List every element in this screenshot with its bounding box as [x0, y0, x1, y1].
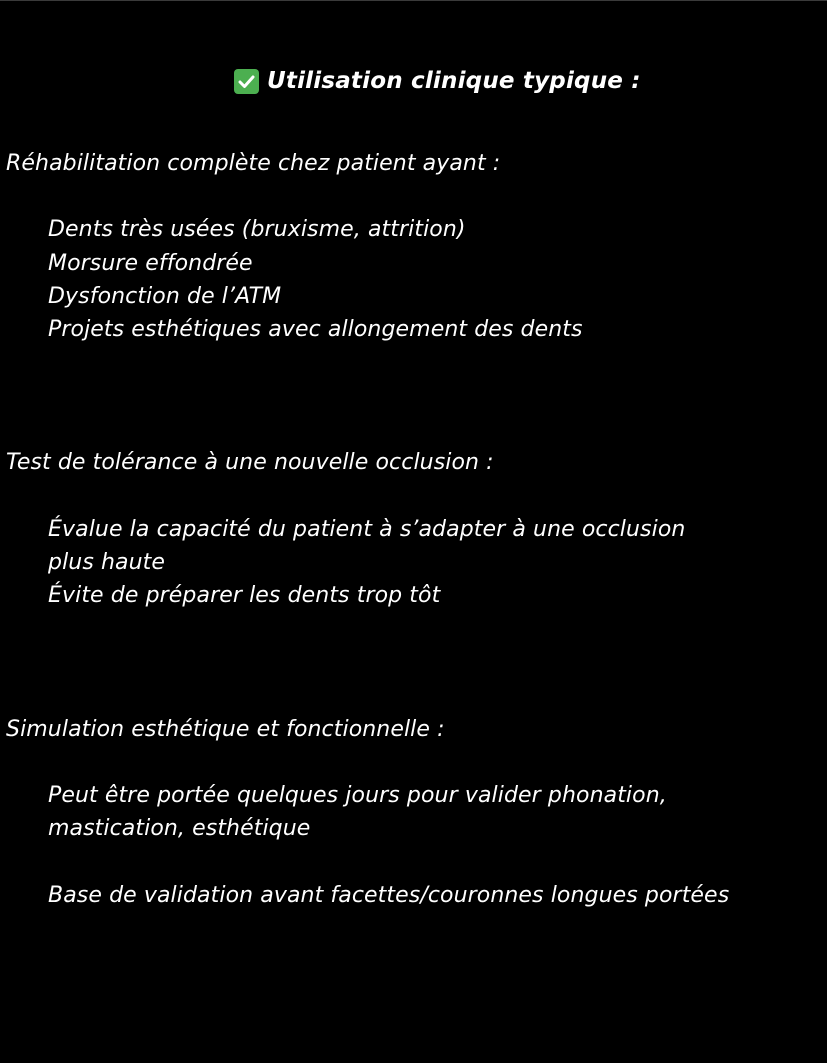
section-title-tolerance-test: Test de tolérance à une nouvelle occlusion :	[6, 450, 494, 475]
list-item: Morsure effondrée	[48, 251, 253, 276]
top-divider	[0, 0, 827, 1]
list-item: Évite de préparer les dents trop tôt	[48, 583, 441, 608]
list-item: Peut être portée quelques jours pour valider phonation,	[48, 783, 667, 808]
check-mark-button-icon	[234, 69, 259, 94]
list-item: Dysfonction de l’ATM	[48, 284, 282, 309]
list-item-continuation: plus haute	[48, 550, 166, 575]
list-item: Projets esthétiques avec allongement des dents	[48, 317, 583, 342]
list-item: Dents très usées (bruxisme, attrition)	[48, 217, 466, 242]
section-title-rehabilitation: Réhabilitation complète chez patient ayant :	[6, 151, 501, 176]
list-item: Base de validation avant facettes/couronnes longues portées	[48, 883, 730, 908]
page-title: Utilisation clinique typique :	[267, 68, 641, 94]
page-heading	[234, 64, 641, 98]
list-item: Évalue la capacité du patient à s’adapter à une occlusion	[48, 517, 686, 542]
list-item-continuation: mastication, esthétique	[48, 816, 311, 841]
section-title-simulation: Simulation esthétique et fonctionnelle :	[6, 717, 445, 742]
